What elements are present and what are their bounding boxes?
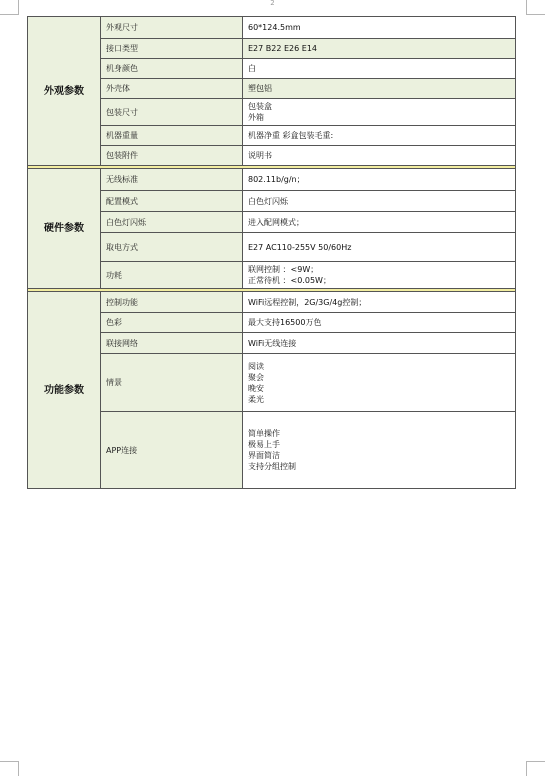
row-label: 功耗	[101, 262, 243, 289]
row-label: APP连接	[101, 412, 243, 489]
row-value	[243, 99, 516, 126]
row-value	[243, 17, 516, 39]
table-row	[28, 233, 516, 262]
row-label: 机身颜色	[101, 59, 243, 79]
row-value	[243, 59, 516, 79]
row-value-line: WiFi远程控制，2G/3G/4g控制；	[248, 297, 367, 307]
table-row	[28, 39, 516, 59]
row-value	[243, 354, 516, 412]
row-value	[243, 262, 516, 289]
table-row	[28, 59, 516, 79]
row-value-line: 联网控制 ：<9W；	[248, 265, 319, 274]
row-value-line: 802.11b/g/n；	[248, 175, 305, 184]
crop-mark-top-left	[0, 0, 19, 15]
table-row	[28, 313, 516, 333]
row-value-line: 塑包铝	[248, 84, 272, 93]
table-row	[28, 169, 516, 191]
table-row	[28, 333, 516, 354]
row-value-line: 聚会	[248, 372, 264, 382]
table-row	[28, 191, 516, 212]
row-label: 接口类型	[101, 39, 243, 59]
spec-table-body	[28, 17, 516, 489]
table-row	[28, 292, 516, 313]
row-value-line: 进入配网模式；	[248, 217, 304, 227]
section-title: 外观参数	[28, 17, 101, 166]
row-value-line: 阅读	[248, 361, 264, 371]
row-label: 机器重量	[101, 126, 243, 146]
row-value	[243, 169, 516, 191]
row-value-line: 支持分组控制	[248, 462, 296, 471]
row-value-line: 白	[248, 64, 256, 73]
row-value-line: 60*124.5mm	[248, 23, 301, 32]
spec-table	[27, 16, 516, 489]
crop-mark-bottom-left	[0, 761, 19, 776]
row-value-line: 最大支持16500万色	[248, 318, 322, 327]
table-row	[28, 262, 516, 289]
row-label: 联接网络	[101, 333, 243, 354]
row-value-line: 界面简洁	[248, 451, 280, 460]
row-value-line: E27 B22 E26 E14	[248, 44, 317, 53]
section-title: 功能参数	[28, 292, 101, 489]
table-row	[28, 99, 516, 126]
page-number: 2	[270, 0, 275, 7]
row-label: 包装附件	[101, 146, 243, 166]
row-value-line: 简单操作	[248, 429, 280, 438]
row-value-line: 包装盒	[248, 102, 272, 111]
row-value-line: 白色灯闪烁	[248, 196, 288, 206]
row-label: 控制功能	[101, 292, 243, 313]
row-value	[243, 212, 516, 233]
row-value	[243, 146, 516, 166]
table-row	[28, 354, 516, 412]
row-label: 白色灯闪烁	[101, 212, 243, 233]
row-value-line: 晚安	[248, 383, 264, 393]
row-label: 外观尺寸	[101, 17, 243, 39]
row-value-line: 说明书	[248, 151, 272, 160]
crop-mark-top-right	[526, 0, 545, 15]
row-value-line: 柔光	[248, 394, 264, 404]
row-label: 外壳体	[101, 79, 243, 99]
row-value	[243, 191, 516, 212]
row-label: 配置模式	[101, 191, 243, 212]
row-label: 情景	[101, 354, 243, 412]
row-label: 色彩	[101, 313, 243, 333]
row-value	[243, 313, 516, 333]
row-value	[243, 79, 516, 99]
row-value	[243, 292, 516, 313]
section-title: 硬件参数	[28, 169, 101, 289]
row-value-line: 外箱	[248, 113, 264, 122]
row-label: 取电方式	[101, 233, 243, 262]
table-row	[28, 212, 516, 233]
row-value-line: 机器净重 彩盒包装毛重:	[248, 131, 334, 140]
row-value	[243, 126, 516, 146]
crop-mark-bottom-right	[526, 761, 545, 776]
row-label: 包装尺寸	[101, 99, 243, 126]
table-row	[28, 126, 516, 146]
row-value-line: 正常待机 ：<0.05W；	[248, 276, 331, 285]
row-value	[243, 39, 516, 59]
row-label: 无线标准	[101, 169, 243, 191]
table-row	[28, 412, 516, 489]
table-row	[28, 146, 516, 166]
row-value	[243, 233, 516, 262]
table-row	[28, 79, 516, 99]
row-value	[243, 412, 516, 489]
row-value	[243, 333, 516, 354]
row-value-line: E27 AC110-255V 50/60Hz	[248, 242, 352, 252]
row-value-line: 极易上手	[248, 440, 280, 449]
row-value-line: WiFi无线连接	[248, 338, 297, 348]
table-row	[28, 17, 516, 39]
